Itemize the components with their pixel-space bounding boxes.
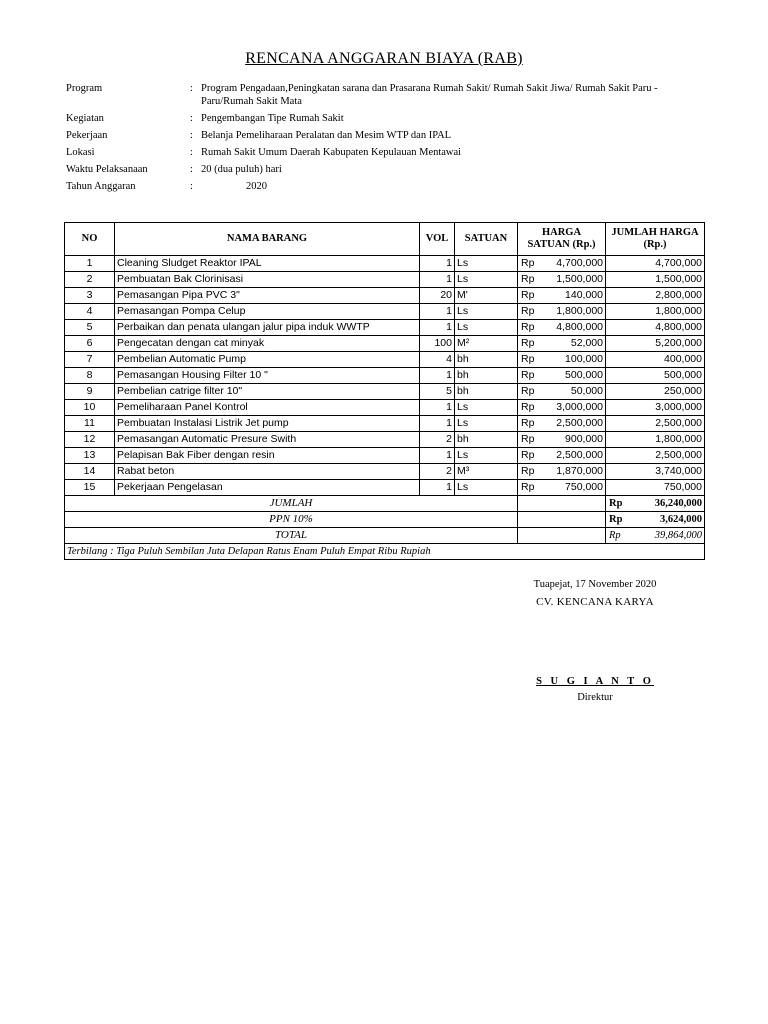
currency-label: Rp [521, 321, 535, 333]
table-row [65, 384, 705, 400]
info-row-waktu [66, 163, 706, 176]
table-row [65, 400, 705, 416]
cell-satuan: Ls [455, 320, 518, 336]
header-satuan: SATUAN [455, 223, 518, 256]
cell-jumlah-harga: 4,800,000 [606, 320, 705, 336]
cell-harga-satuan [518, 448, 606, 464]
info-label: Lokasi [66, 147, 95, 158]
price-amount: 100,000 [565, 353, 603, 365]
cell-vol: 5 [420, 384, 455, 400]
cell-jumlah-harga: 2,500,000 [606, 416, 705, 432]
table-header-row [65, 223, 705, 256]
cell-nama-barang: Pembuatan Bak Clorinisasi [115, 272, 420, 288]
currency-label: Rp [521, 337, 535, 349]
cell-satuan: Ls [455, 256, 518, 272]
cell-vol: 1 [420, 320, 455, 336]
header-vol: VOL [420, 223, 455, 256]
summary-empty-cell [518, 496, 606, 512]
info-colon: : [190, 147, 193, 158]
info-label: Tahun Anggaran [66, 181, 136, 192]
cell-no: 9 [65, 384, 115, 400]
cell-jumlah-harga: 500,000 [606, 368, 705, 384]
summary-label: PPN 10% [65, 512, 518, 528]
cell-vol: 2 [420, 432, 455, 448]
currency-label: Rp [521, 353, 535, 365]
price-amount: 1,870,000 [556, 465, 603, 477]
summary-amount: 3,624,000 [660, 514, 702, 525]
cell-jumlah-harga: 250,000 [606, 384, 705, 400]
cell-nama-barang: Perbaikan dan penata ulangan jalur pipa induk WWTP [115, 320, 420, 336]
price-amount: 140,000 [565, 289, 603, 301]
cell-satuan: Ls [455, 416, 518, 432]
table-row [65, 288, 705, 304]
cell-harga-satuan [518, 256, 606, 272]
info-row-tahun [66, 180, 706, 193]
currency-label: Rp [521, 465, 535, 477]
summary-empty-cell [518, 528, 606, 544]
cell-no: 3 [65, 288, 115, 304]
cell-vol: 1 [420, 448, 455, 464]
project-info [66, 82, 706, 197]
cell-jumlah-harga: 400,000 [606, 352, 705, 368]
summary-value [606, 528, 705, 544]
cell-no: 15 [65, 480, 115, 496]
info-value: 2020 [246, 181, 267, 192]
cell-satuan: bh [455, 432, 518, 448]
cell-no: 5 [65, 320, 115, 336]
cell-vol: 4 [420, 352, 455, 368]
cell-no: 12 [65, 432, 115, 448]
summary-label: TOTAL [65, 528, 518, 544]
currency-label: Rp [521, 481, 535, 493]
company-name: CV. KENCANA KARYA [536, 596, 654, 608]
table-row [65, 352, 705, 368]
cell-harga-satuan [518, 400, 606, 416]
cell-vol: 1 [420, 272, 455, 288]
info-row-lokasi [66, 146, 706, 159]
cell-no: 8 [65, 368, 115, 384]
cell-vol: 2 [420, 464, 455, 480]
terbilang-text: Terbilang : Tiga Puluh Sembilan Juta Delapan Ratus Enam Puluh Empat Ribu Rupiah [65, 544, 705, 560]
info-value: 20 (dua puluh) hari [201, 164, 282, 175]
cell-satuan: Ls [455, 480, 518, 496]
currency-label: Rp [521, 401, 535, 413]
currency-label: Rp [521, 273, 535, 285]
info-value: Pengembangan Tipe Rumah Sakit [201, 113, 344, 124]
cell-vol: 1 [420, 480, 455, 496]
price-amount: 52,000 [570, 337, 603, 349]
info-colon: : [190, 83, 193, 94]
summary-row-jumlah [65, 496, 705, 512]
info-value: Program Pengadaan,Peningkatan sarana dan Prasarana Rumah Sakit/ Rumah Sakit Jiwa/ Rumah Sakit Paru - Paru/Rumah Sakit Mata [201, 83, 658, 107]
cell-no: 13 [65, 448, 115, 464]
header-nama-barang: NAMA BARANG [115, 223, 420, 256]
cell-no: 7 [65, 352, 115, 368]
cell-nama-barang: Pengecatan dengan cat minyak [115, 336, 420, 352]
cell-satuan: M² [455, 336, 518, 352]
summary-value [606, 496, 705, 512]
cell-vol: 1 [420, 368, 455, 384]
budget-table [64, 222, 705, 560]
info-value: Belanja Pemeliharaan Peralatan dan Mesim WTP dan IPAL [201, 130, 452, 141]
summary-row-total [65, 528, 705, 544]
cell-jumlah-harga: 2,500,000 [606, 448, 705, 464]
cell-no: 6 [65, 336, 115, 352]
cell-harga-satuan [518, 368, 606, 384]
currency-label: Rp [521, 385, 535, 397]
cell-nama-barang: Pemasangan Pipa PVC 3" [115, 288, 420, 304]
info-colon: : [190, 130, 193, 141]
cell-no: 10 [65, 400, 115, 416]
price-amount: 1,800,000 [556, 305, 603, 317]
cell-nama-barang: Cleaning Sludget Reaktor IPAL [115, 256, 420, 272]
cell-no: 4 [65, 304, 115, 320]
cell-nama-barang: Pemasangan Automatic Presure Swith [115, 432, 420, 448]
cell-satuan: Ls [455, 304, 518, 320]
cell-no: 11 [65, 416, 115, 432]
cell-no: 2 [65, 272, 115, 288]
price-amount: 4,700,000 [556, 257, 603, 269]
signer-name: S U G I A N T O [536, 676, 654, 687]
price-amount: 1,500,000 [556, 273, 603, 285]
currency-label: Rp [609, 530, 621, 541]
currency-label: Rp [521, 449, 535, 461]
price-amount: 750,000 [565, 481, 603, 493]
cell-jumlah-harga: 1,800,000 [606, 304, 705, 320]
summary-label: JUMLAH [65, 496, 518, 512]
price-amount: 50,000 [570, 385, 603, 397]
cell-vol: 1 [420, 400, 455, 416]
cell-nama-barang: Pekerjaan Pengelasan [115, 480, 420, 496]
cell-satuan: bh [455, 384, 518, 400]
price-amount: 2,500,000 [556, 417, 603, 429]
cell-harga-satuan [518, 304, 606, 320]
cell-nama-barang: Pembuatan Instalasi Listrik Jet pump [115, 416, 420, 432]
cell-nama-barang: Pemasangan Housing Filter 10 " [115, 368, 420, 384]
table-row [65, 256, 705, 272]
cell-harga-satuan [518, 320, 606, 336]
cell-jumlah-harga: 750,000 [606, 480, 705, 496]
cell-satuan: bh [455, 368, 518, 384]
table-row [65, 448, 705, 464]
signer-position: Direktur [577, 692, 613, 703]
table-row [65, 304, 705, 320]
cell-harga-satuan [518, 336, 606, 352]
cell-harga-satuan [518, 352, 606, 368]
cell-harga-satuan [518, 464, 606, 480]
info-colon: : [190, 164, 193, 175]
cell-satuan: M' [455, 288, 518, 304]
currency-label: Rp [609, 498, 623, 509]
table-row [65, 416, 705, 432]
cell-satuan: Ls [455, 448, 518, 464]
place-date: Tuapejat, 17 November 2020 [533, 579, 657, 590]
cell-harga-satuan [518, 384, 606, 400]
info-label: Pekerjaan [66, 130, 108, 141]
summary-amount: 36,240,000 [654, 498, 702, 509]
info-value: Rumah Sakit Umum Daerah Kabupaten Kepulauan Mentawai [201, 147, 462, 158]
info-label: Kegiatan [66, 113, 104, 124]
header-harga-satuan: HARGA SATUAN (Rp.) [518, 223, 606, 256]
table-row [65, 432, 705, 448]
cell-nama-barang: Pemasangan Pompa Celup [115, 304, 420, 320]
cell-nama-barang: Rabat beton [115, 464, 420, 480]
info-label: Program [66, 83, 103, 94]
cell-no: 1 [65, 256, 115, 272]
table-row [65, 320, 705, 336]
cell-harga-satuan [518, 416, 606, 432]
cell-satuan: Ls [455, 400, 518, 416]
cell-nama-barang: Pembelian catrige filter 10" [115, 384, 420, 400]
summary-empty-cell [518, 512, 606, 528]
price-amount: 4,800,000 [556, 321, 603, 333]
cell-harga-satuan [518, 432, 606, 448]
cell-vol: 100 [420, 336, 455, 352]
cell-nama-barang: Pembelian Automatic Pump [115, 352, 420, 368]
cell-satuan: bh [455, 352, 518, 368]
cell-nama-barang: Pelapisan Bak Fiber dengan resin [115, 448, 420, 464]
cell-jumlah-harga: 3,740,000 [606, 464, 705, 480]
cell-satuan: Ls [455, 272, 518, 288]
info-row-program [66, 82, 706, 108]
price-amount: 3,000,000 [556, 401, 603, 413]
cell-jumlah-harga: 5,200,000 [606, 336, 705, 352]
table-row [65, 480, 705, 496]
info-colon: : [190, 181, 193, 192]
cell-jumlah-harga: 3,000,000 [606, 400, 705, 416]
cell-vol: 20 [420, 288, 455, 304]
table-row [65, 272, 705, 288]
summary-value [606, 512, 705, 528]
header-no: NO [65, 223, 115, 256]
price-amount: 900,000 [565, 433, 603, 445]
terbilang-row [65, 544, 705, 560]
document-title: RENCANA ANGGARAN BIAYA (RAB) [245, 50, 523, 67]
cell-jumlah-harga: 2,800,000 [606, 288, 705, 304]
currency-label: Rp [521, 417, 535, 429]
cell-jumlah-harga: 1,800,000 [606, 432, 705, 448]
cell-vol: 1 [420, 416, 455, 432]
info-row-kegiatan [66, 112, 706, 125]
cell-nama-barang: Pemeliharaan Panel Kontrol [115, 400, 420, 416]
table-row [65, 336, 705, 352]
cell-satuan: M³ [455, 464, 518, 480]
currency-label: Rp [521, 369, 535, 381]
cell-no: 14 [65, 464, 115, 480]
table-row [65, 464, 705, 480]
cell-vol: 1 [420, 304, 455, 320]
summary-amount: 39,864,000 [654, 530, 702, 541]
cell-harga-satuan [518, 480, 606, 496]
summary-row-ppn [65, 512, 705, 528]
info-label: Waktu Pelaksanaan [66, 164, 148, 175]
currency-label: Rp [521, 305, 535, 317]
header-jumlah-harga: JUMLAH HARGA (Rp.) [606, 223, 705, 256]
currency-label: Rp [609, 514, 623, 525]
info-colon: : [190, 113, 193, 124]
price-amount: 500,000 [565, 369, 603, 381]
table-row [65, 368, 705, 384]
info-row-pekerjaan [66, 129, 706, 142]
currency-label: Rp [521, 257, 535, 269]
cell-harga-satuan [518, 288, 606, 304]
currency-label: Rp [521, 289, 535, 301]
cell-vol: 1 [420, 256, 455, 272]
price-amount: 2,500,000 [556, 449, 603, 461]
cell-jumlah-harga: 4,700,000 [606, 256, 705, 272]
currency-label: Rp [521, 433, 535, 445]
cell-harga-satuan [518, 272, 606, 288]
cell-jumlah-harga: 1,500,000 [606, 272, 705, 288]
